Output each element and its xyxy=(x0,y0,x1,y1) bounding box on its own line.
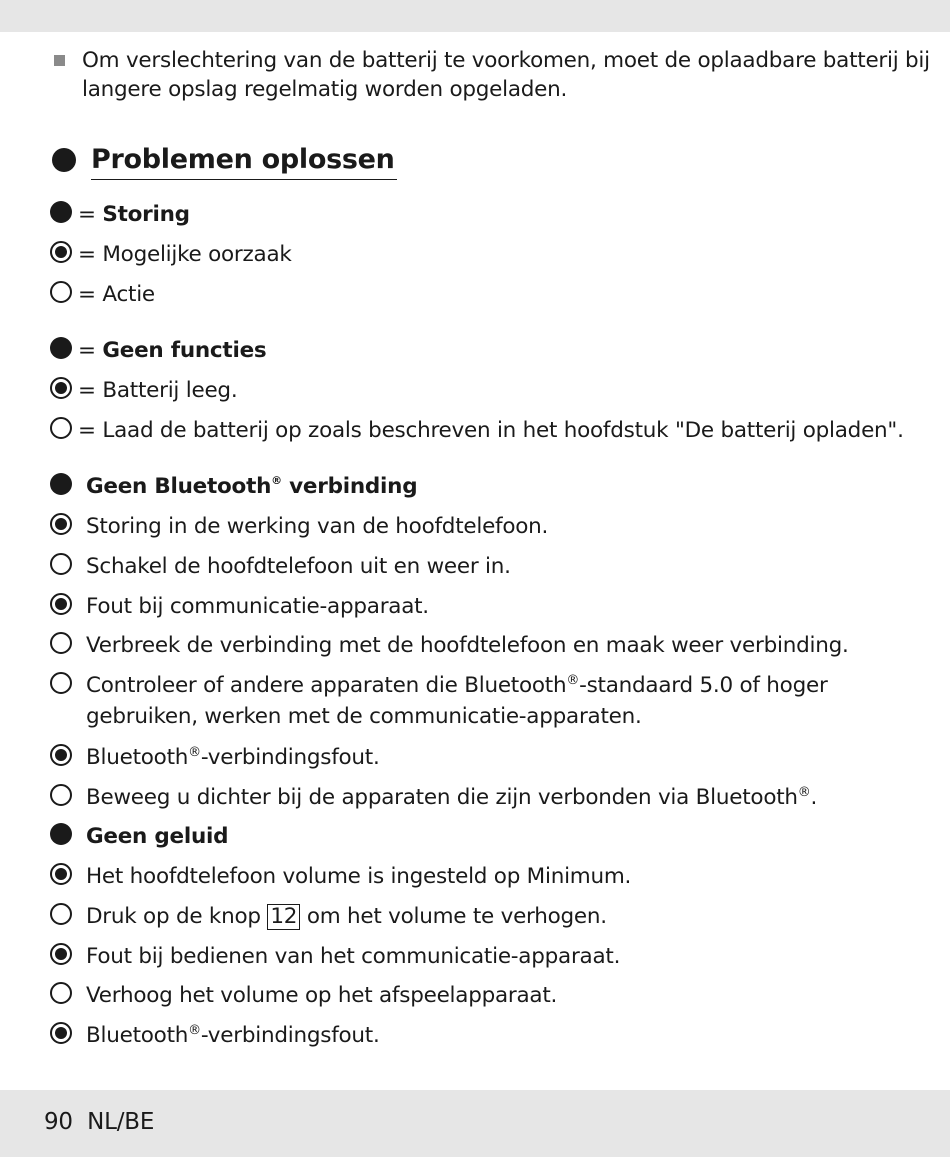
action-move-closer xyxy=(86,783,817,813)
cause-bluetooth-error xyxy=(86,743,380,773)
legend-cause-label: Mogelijke oorzaak xyxy=(102,242,292,267)
registered-mark: ® xyxy=(271,474,282,487)
fault-no-bluetooth xyxy=(86,472,417,502)
cause-device-error: Fout bij communicatie-apparaat. xyxy=(86,594,429,619)
fault-no-sound: Geen geluid xyxy=(86,824,229,849)
equals-sign: = xyxy=(78,338,96,363)
legend-action xyxy=(78,280,155,310)
dotted-circle-icon xyxy=(50,593,72,615)
fault-title: Geen Bluetooth xyxy=(86,474,272,499)
top-margin-band xyxy=(0,0,950,32)
intro-line-2: langere opslag regelmatig worden opgeladen. xyxy=(82,77,568,102)
action-text-suffix: om het volume te verhogen. xyxy=(300,904,607,929)
cause-text-suffix: -verbindingsfout. xyxy=(200,1023,380,1048)
equals-sign: = xyxy=(78,242,96,267)
fault-title: Geen functies xyxy=(102,338,267,363)
dotted-circle-icon xyxy=(50,744,72,766)
button-number-box: 12 xyxy=(267,904,300,930)
intro-line-1: Om verslechtering van de batterij te voorkomen, moet de oplaadbare batterij bij xyxy=(82,48,930,73)
cause-bluetooth-error xyxy=(86,1021,380,1051)
filled-circle-icon xyxy=(50,473,72,495)
equals-sign: = xyxy=(78,378,96,403)
section-title: Problemen oplossen xyxy=(91,144,395,175)
filled-circle-icon xyxy=(52,148,76,172)
fault-title-suffix: verbinding xyxy=(281,474,418,499)
empty-circle-icon xyxy=(50,903,72,925)
registered-mark: ® xyxy=(797,785,811,800)
action-restart-headphone: Schakel de hoofdtelefoon uit en weer in. xyxy=(86,554,511,579)
action-increase-volume: Verhoog het volume op het afspeelapparaat. xyxy=(86,983,558,1008)
dotted-circle-icon xyxy=(50,377,72,399)
cause-text: Batterij leeg. xyxy=(102,378,238,403)
empty-circle-icon xyxy=(50,417,72,439)
action-text-suffix: -standaard 5.0 of hoger xyxy=(579,673,828,698)
legend-fault xyxy=(78,200,190,230)
page-footer xyxy=(44,1107,154,1137)
filled-circle-icon xyxy=(50,201,72,223)
equals-sign: = xyxy=(78,202,96,227)
dotted-circle-icon xyxy=(50,943,72,965)
cause-headphone-malfunction: Storing in de werking van de hoofdtelefoon. xyxy=(86,514,549,539)
dotted-circle-icon xyxy=(50,1022,72,1044)
page-number: 90 xyxy=(44,1109,73,1135)
empty-circle-icon xyxy=(50,784,72,806)
action-check-devices-line2: gebruiken, werken met de communicatie-apparaten. xyxy=(86,704,642,729)
cause-volume-minimum: Het hoofdtelefoon volume is ingesteld op Minimum. xyxy=(86,864,632,889)
action-text: Druk op de knop xyxy=(86,904,268,929)
dotted-circle-icon xyxy=(50,241,72,263)
empty-circle-icon xyxy=(50,982,72,1004)
empty-circle-icon xyxy=(50,672,72,694)
action-text-suffix: . xyxy=(810,785,818,810)
equals-sign: = xyxy=(78,282,96,307)
legend-action-label: Actie xyxy=(102,282,155,307)
action-text: Beweeg u dichter bij de apparaten die zijn verbonden via Bluetooth xyxy=(86,785,798,810)
action-text: Controleer of andere apparaten die Bluetooth xyxy=(86,673,567,698)
equals-sign: = xyxy=(78,418,96,443)
cause-text: Bluetooth xyxy=(86,1023,189,1048)
legend-cause xyxy=(78,240,292,270)
cause-operating-error: Fout bij bedienen van het communicatie-apparaat. xyxy=(86,944,621,969)
dotted-circle-icon xyxy=(50,513,72,535)
empty-circle-icon xyxy=(50,632,72,654)
cause-battery-empty xyxy=(78,376,237,406)
cause-text: Bluetooth xyxy=(86,745,189,770)
title-underline xyxy=(91,179,397,180)
empty-circle-icon xyxy=(50,281,72,303)
action-press-volume-button xyxy=(86,902,607,932)
action-check-devices-line1 xyxy=(86,671,828,701)
legend-fault-label: Storing xyxy=(102,202,190,227)
filled-circle-icon xyxy=(50,337,72,359)
registered-mark: ® xyxy=(566,673,580,688)
registered-mark: ® xyxy=(188,1023,201,1038)
filled-circle-icon xyxy=(50,823,72,845)
fault-no-functions xyxy=(78,336,266,366)
action-charge-battery xyxy=(78,416,904,446)
action-reconnect: Verbreek de verbinding met de hoofdtelefoon en maak weer verbinding. xyxy=(86,633,849,658)
square-bullet-icon xyxy=(54,55,65,66)
dotted-circle-icon xyxy=(50,863,72,885)
language-code: NL/BE xyxy=(87,1109,155,1135)
empty-circle-icon xyxy=(50,553,72,575)
cause-text-suffix: -verbindingsfout. xyxy=(200,745,380,770)
registered-mark: ® xyxy=(188,745,201,760)
action-text: Laad de batterij op zoals beschreven in het hoofdstuk "De batterij opladen". xyxy=(102,418,904,443)
